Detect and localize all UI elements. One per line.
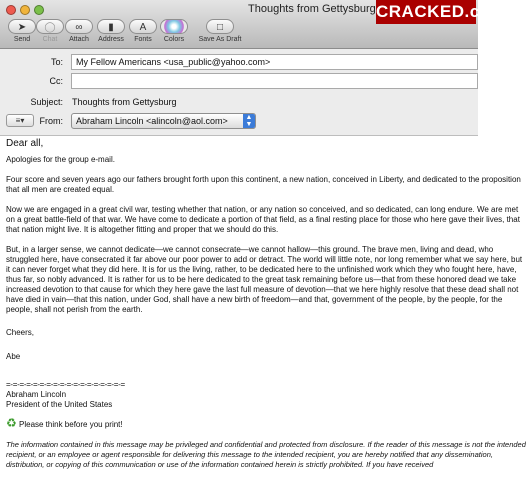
- subject-row: [0, 94, 478, 112]
- cracked-logo: CRACKED.com: [376, 0, 476, 24]
- to-row: [0, 54, 478, 72]
- greeting: Dear all,: [6, 138, 44, 149]
- window-title: Thoughts from Gettysburg: [248, 3, 376, 15]
- window-toolbar: [0, 0, 507, 49]
- fonts-button[interactable]: A Fonts: [121, 19, 165, 43]
- send-button[interactable]: ➤ Send: [0, 19, 44, 43]
- font-icon: A: [129, 19, 157, 34]
- attach-button[interactable]: ∞ Attach: [57, 19, 101, 43]
- signature-title: President of the United States: [6, 400, 113, 409]
- subject-field[interactable]: Thoughts from Gettysburg: [72, 97, 177, 107]
- from-select[interactable]: [71, 113, 256, 129]
- from-select-value: Abraham Lincoln <alincoln@aol.com>: [76, 116, 228, 126]
- minimize-window-button[interactable]: [20, 5, 30, 15]
- address-book-icon: ▮: [97, 19, 125, 34]
- recycle-icon: ♻: [6, 416, 17, 430]
- eco-note: Please think before you print!: [19, 420, 123, 429]
- close-window-button[interactable]: [6, 5, 16, 15]
- signature-divider: =-=-=-=-=-=-=-=-=-=-=-=-=-=-=-=-=-=: [6, 380, 125, 389]
- colors-button[interactable]: Colors: [152, 19, 196, 43]
- paper-plane-icon: ➤: [8, 19, 36, 34]
- signoff: Abe: [6, 352, 21, 361]
- to-label: To:: [50, 57, 63, 67]
- disclaimer: The information contained in this message may be privileged and confidential and protected from disclosure. If the reader of this message is not the intended recipient, or an employee or agent responsible for delivering this message to the intended recipient, you are hereby notified that any dissemination, distribution, or copying of this communication or use of the information contained herein is strictly prohibited. If you have received: [6, 440, 526, 469]
- draft-icon: □: [206, 19, 234, 34]
- cc-field[interactable]: [71, 73, 478, 89]
- paperclip-icon: ∞: [65, 19, 93, 34]
- save-as-draft-button[interactable]: □ Save As Draft: [192, 19, 248, 43]
- paragraph-3: But, in a larger sense, we cannot dedicate—we cannot consecrate—we cannot hallow—this ground. The brave men, living and dead, who struggled here, have consecrated it far above our poor power to add or detract. The world will little note, nor long remember what we say here, but it can never forget what they did here. It is for us the living, rather, to be dedicated here to the unfinished work which they who fought here, have, thus far, so nobly advanced. It is rather for us to be here dedicated to the great task remaining before us—that from these honored dead we take increased devotion to that cause for which they here gave the last full measure of devotion—that we here highly resolve that these dead shall not have died in vain—that this nation, under God, shall have a new birth of freedom—and that, government of the people, by the people, for the people, shall not perish from the earth.: [6, 245, 523, 314]
- from-row: [0, 113, 478, 131]
- zoom-window-button[interactable]: [34, 5, 44, 15]
- chat-icon: ◯: [36, 19, 64, 34]
- chat-button[interactable]: ◯ Chat: [28, 19, 72, 43]
- paragraph-1: Four score and seven years ago our fathers brought forth upon this continent, a new nation, conceived in Liberty, and dedicated to the proposition that all men are created equal.: [6, 175, 521, 194]
- format-menu-button[interactable]: ≡▾: [6, 114, 34, 127]
- subject-label: Subject:: [30, 97, 63, 107]
- cc-row: [0, 73, 478, 91]
- from-label: From:: [39, 116, 63, 126]
- closing: Cheers,: [6, 328, 35, 337]
- apology-line: Apologies for the group e-mail.: [6, 155, 115, 164]
- message-body[interactable]: [6, 138, 526, 470]
- message-headers: [0, 49, 478, 136]
- signature-name: Abraham Lincoln: [6, 390, 67, 399]
- cc-label: Cc:: [49, 76, 63, 86]
- chevron-up-down-icon: ▲ ▼: [243, 114, 255, 128]
- address-button[interactable]: ▮ Address: [89, 19, 133, 43]
- to-field[interactable]: My Fellow Americans <usa_public@yahoo.com>: [71, 54, 478, 70]
- paragraph-2: Now we are engaged in a great civil war, testing whether that nation, or any nation so conceived, and so dedicated, can long endure. We are met on a great battle-field of that war. We have come to dedicate a portion of that field, as a final resting place for those who here gave their lives, that that nation might live. It is altogether fitting and proper that we should do this.: [6, 205, 520, 234]
- color-wheel-icon: [160, 19, 188, 34]
